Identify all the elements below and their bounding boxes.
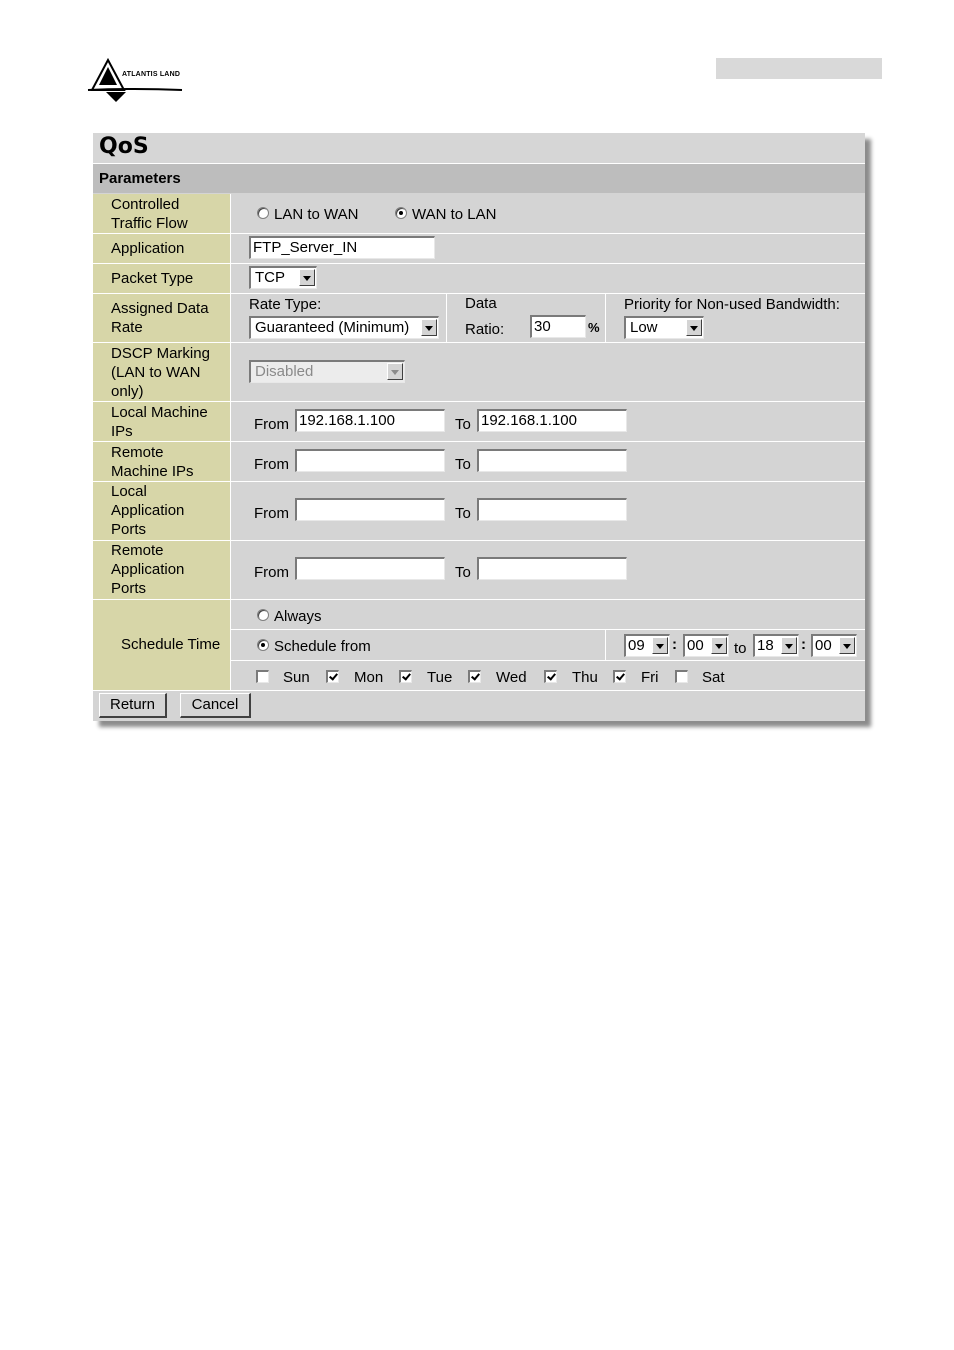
local-ports-label: Local Application Ports [111,483,185,538]
end-min-value: 00 [815,637,832,654]
end-min-select[interactable] [811,634,857,657]
chevron-down-icon [652,637,668,654]
local-ports-from-label: From [254,505,289,522]
local-ips-to-label: To [455,416,471,433]
local-port-to-input[interactable] [477,498,627,521]
tue-label: Tue [427,669,453,686]
rate-type-label: Rate Type: [249,296,322,313]
chevron-down-icon [711,637,727,654]
always-label: Always [274,608,322,625]
remote-ports-from-label: From [254,564,289,581]
priority-label: Priority for Non-used Bandwidth: [624,296,840,313]
row-local-ips [93,402,865,441]
data-rate-label: Assigned Data Rate [111,300,209,336]
sun-checkbox[interactable] [256,670,269,683]
remote-port-to-input[interactable] [477,557,627,580]
wan-to-lan-radio[interactable] [395,207,407,219]
section-header [93,164,865,193]
local-ips-from-label: From [254,416,289,433]
thu-checkbox[interactable] [544,670,557,683]
button-bar [93,691,865,721]
tue-checkbox[interactable] [399,670,412,683]
priority-value: Low [630,319,658,336]
start-min-value: 00 [687,637,704,654]
packet-type-value: TCP [255,269,285,286]
schedule-from-label: Schedule from [274,638,371,655]
local-port-from-input[interactable] [295,498,445,521]
atlantis-logo [86,58,186,104]
qos-panel [93,133,865,721]
priority-select[interactable] [624,316,704,339]
fri-checkbox[interactable] [613,670,626,683]
start-hour-select[interactable] [624,634,670,657]
dscp-select[interactable] [249,360,405,383]
end-hour-value: 18 [757,637,774,654]
mon-label: Mon [354,669,384,686]
schedule-to-label: to [734,640,747,657]
start-min-select[interactable] [683,634,729,657]
brand-text: ATLANTIS LAND [122,71,181,78]
schedule-from-radio[interactable] [257,639,269,651]
ratio-unit: % [588,320,600,335]
row-schedule [93,600,865,690]
application-label: Application [111,240,185,257]
time-colon: : [672,636,677,653]
row-remote-ips [93,442,865,481]
packet-type-select[interactable] [249,266,317,289]
start-hour-value: 09 [628,637,645,654]
remote-ip-to-input[interactable] [477,449,627,472]
panel-title [93,133,865,164]
remote-ip-from-input[interactable] [295,449,445,472]
sat-label: Sat [702,669,725,686]
dscp-value: Disabled [255,363,314,380]
remote-ips-from-label: From [254,456,289,473]
chevron-down-icon [387,363,403,380]
row-data-rate [93,294,865,342]
wan-to-lan-label: WAN to LAN [412,206,497,223]
always-radio[interactable] [257,609,269,621]
return-button[interactable]: Return [99,693,167,718]
row-dscp [93,343,865,401]
section-title: Parameters [99,170,181,187]
ratio-label: Ratio: [465,321,505,338]
remote-ports-label: Remote Application Ports [111,542,185,597]
row-traffic-flow [93,194,865,233]
chevron-down-icon [839,637,855,654]
end-hour-select[interactable] [753,634,799,657]
remote-port-from-input[interactable] [295,557,445,580]
wed-checkbox[interactable] [468,670,481,683]
packet-type-label: Packet Type [111,270,194,287]
application-input[interactable]: FTP_Server_IN [249,236,435,259]
local-ip-to-input[interactable]: 192.168.1.100 [477,409,627,432]
sat-checkbox[interactable] [675,670,688,683]
row-application [93,234,865,263]
thu-label: Thu [572,669,598,686]
rate-type-value: Guaranteed (Minimum) [255,319,410,336]
remote-ports-to-label: To [455,564,471,581]
time-colon: : [801,636,806,653]
ratio-input[interactable]: 30 [530,315,586,338]
remote-ips-label: Remote Machine IPs [111,444,194,480]
sun-label: Sun [283,669,310,686]
cancel-button[interactable]: Cancel [180,693,251,718]
row-packet-type [93,264,865,293]
chevron-down-icon [781,637,797,654]
wed-label: Wed [496,669,527,686]
row-remote-ports [93,541,865,599]
dscp-label: DSCP Marking (LAN to WAN only) [111,345,210,400]
lan-to-wan-radio[interactable] [257,207,269,219]
chevron-down-icon [686,319,702,336]
local-ip-from-input[interactable]: 192.168.1.100 [295,409,445,432]
chevron-down-icon [421,319,437,336]
local-ports-to-label: To [455,505,471,522]
page-title: QoS [99,134,149,159]
rate-type-select[interactable] [249,316,439,339]
local-ips-label: Local Machine IPs [111,404,208,440]
traffic-flow-label: Controlled Traffic Flow [111,196,188,232]
schedule-label: Schedule Time [121,636,221,653]
chevron-down-icon [299,269,315,286]
remote-ips-to-label: To [455,456,471,473]
mon-checkbox[interactable] [326,670,339,683]
data-label: Data [465,295,497,312]
lan-to-wan-label: LAN to WAN [274,206,359,223]
row-local-ports [93,482,865,540]
header-bar [716,58,882,79]
fri-label: Fri [641,669,659,686]
